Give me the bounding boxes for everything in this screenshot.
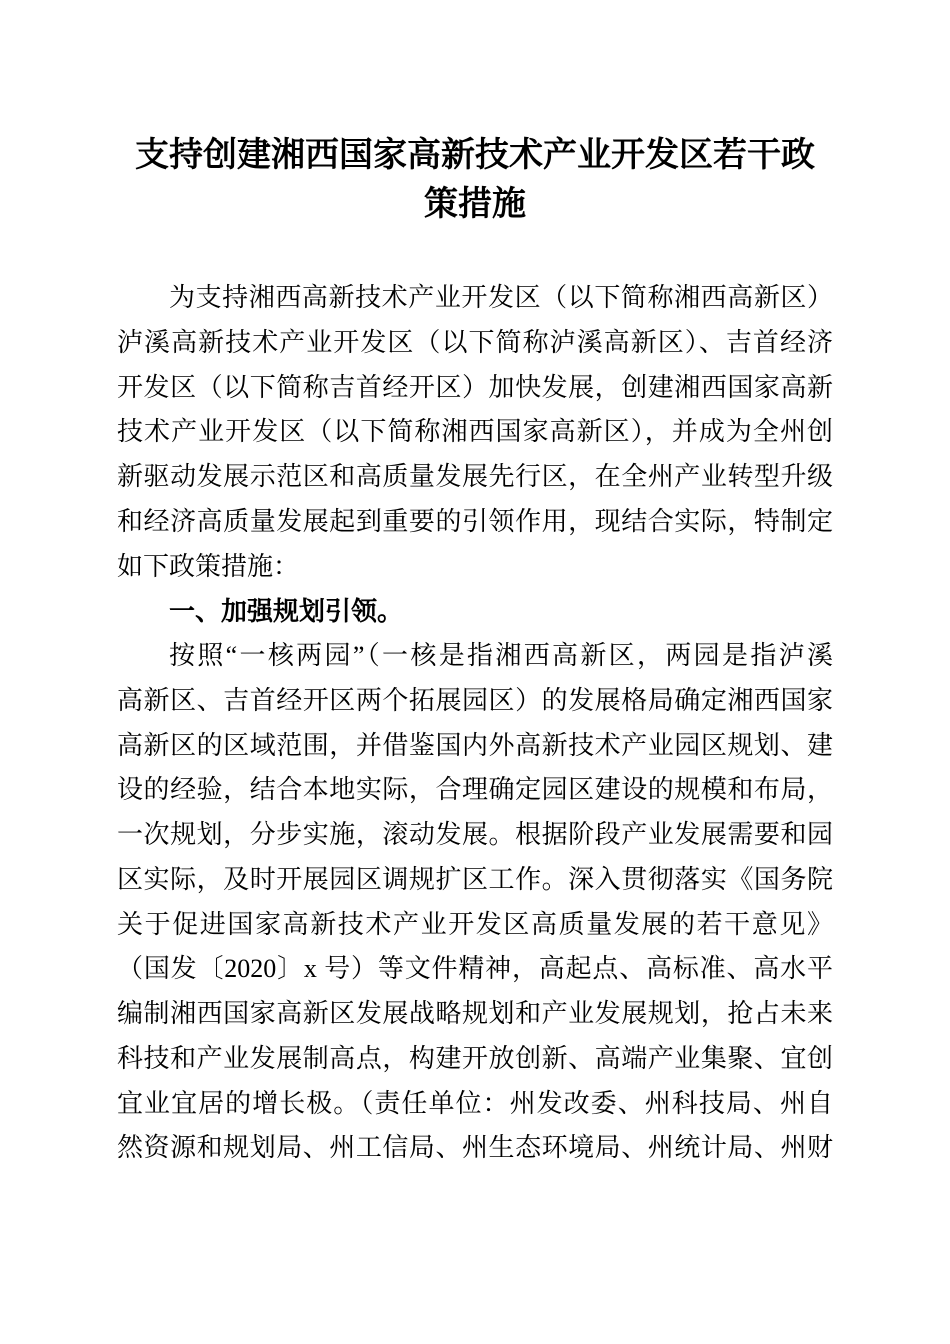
body-text-line: 开发区（以下简称吉首经开区）加快发展，创建湘西国家高新 (117, 372, 833, 402)
document-body (117, 276, 833, 1171)
document-title (117, 131, 833, 229)
body-text-line: 按照“一核两园”（一核是指湘西高新区，两园是指泸溪 (169, 641, 833, 670)
body-text-line: 宜业宜居的增长极。（责任单位：州发改委、州科技局、州自 (117, 1088, 833, 1118)
body-text-line: 编制湘西国家高新区发展战略规划和产业发展规划，抢占未来 (117, 999, 833, 1028)
document-title-line-1: 支持创建湘西国家高新技术产业开发区若干政 (135, 137, 815, 174)
body-text-line: 科技和产业发展制高点，构建开放创新、高端产业集聚、宜创 (117, 1043, 833, 1073)
body-text-line: 关于促进国家高新技术产业开发区高质量发展的若干意见》 (117, 909, 833, 939)
body-text-line: 新驱动发展示范区和高质量发展先行区，在全州产业转型升级 (117, 462, 833, 491)
body-text-line: 一次规划，分步实施，滚动发展。根据阶段产业发展需要和园 (117, 820, 833, 849)
body-text-line: 如下政策措施： (117, 551, 300, 581)
body-text-line: 泸溪高新技术产业开发区（以下简称泸溪高新区）、吉首经济 (117, 327, 833, 357)
document-title-line-2: 策措施 (424, 186, 526, 223)
body-text-line: 区实际，及时开展园区调规扩区工作。深入贯彻落实《国务院 (117, 864, 833, 894)
body-text-line: 然资源和规划局、州工信局、州生态环境局、州统计局、州财 (117, 1133, 833, 1163)
body-text-line: 为支持湘西高新技术产业开发区（以下简称湘西高新区） (169, 283, 833, 312)
body-text-line: 高新区、吉首经开区两个拓展园区）的发展格局确定湘西国家 (117, 685, 833, 715)
body-text-line: 高新区的区域范围，并借鉴国内外高新技术产业园区规划、建 (117, 730, 833, 760)
body-text-line: （国发〔2020〕x 号）等文件精神，高起点、高标准、高水平 (117, 954, 833, 984)
body-text-line: 设的经验，结合本地实际，合理确定园区建设的规模和布局， (117, 775, 833, 805)
body-text-line: 技术产业开发区（以下简称湘西国家高新区），并成为全州创 (117, 417, 833, 447)
section-heading: 一、加强规划引领。 (169, 596, 404, 627)
body-text-line: 和经济高质量发展起到重要的引领作用，现结合实际，特制定 (117, 506, 833, 536)
